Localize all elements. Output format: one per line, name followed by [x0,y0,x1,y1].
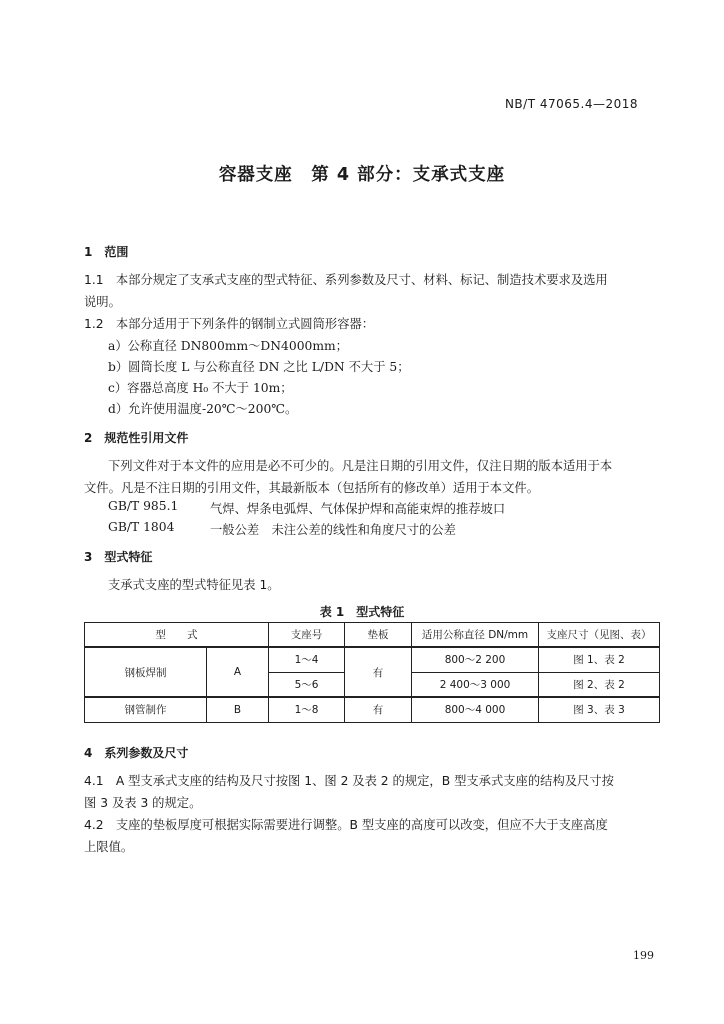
section-3-heading: 3 型式特征 [84,550,153,564]
table-caption: 表 1 型式特征 [319,605,405,619]
type-feature-table [84,622,660,723]
list-item-a: a）公称直径 DN800mm～DN4000mm； [108,339,348,353]
clause-4-1-line-2: 图 3 及表 3 的规定。 [84,796,202,810]
clause-1-2: 1.2 本部分适用于下列条件的钢制立式圆筒形容器： [84,317,375,331]
clause-4-1-line-1: 4.1 A 型支承式支座的结构及尺寸按图 1、图 2 及表 2 的规定，B 型支承式支座的结构及尺寸按 [84,774,614,788]
table-cell: B [207,697,269,722]
table-cell: 有 [345,697,412,722]
table-row [85,697,660,722]
table-cell: A [207,647,269,697]
table-header-row [85,623,660,648]
table-cell: 图 2、表 2 [539,672,660,697]
table-cell: 有 [345,647,412,697]
table-cell: 图 1、表 2 [539,647,660,672]
table-cell: 800～2 200 [412,647,539,672]
section-4-heading: 4 系列参数及尺寸 [84,746,189,760]
table-row [85,647,660,672]
col-header: 适用公称直径 DN/mm [412,623,539,648]
col-header: 垫板 [345,623,412,648]
page-number: 199 [633,949,654,962]
table-cell: 钢管制作 [85,697,207,722]
table-cell: 5～6 [269,672,345,697]
ref-code: GB/T 1804 [108,520,175,534]
table-cell: 钢板焊制 [85,647,207,697]
table-cell: 图 3、表 3 [539,697,660,722]
table-cell: 2 400～3 000 [412,672,539,697]
table-cell: 1～4 [269,647,345,672]
clause-4-2-line-1: 4.2 支座的垫板厚度可根据实际需要进行调整。B 型支座的高度可以改变，但应不大于支座高度 [84,818,608,832]
clause-1-1-line-1: 1.1 本部分规定了支承式支座的型式特征、系列参数及尺寸、材料、标记、制造技术要求及选用 [84,273,608,287]
ref-code: GB/T 985.1 [108,499,179,513]
table-cell: 800～4 000 [412,697,539,722]
col-header: 支座尺寸（见图、表） [539,623,660,648]
col-header: 型 式 [85,623,269,648]
ref-desc: 气焊、焊条电弧焊、气体保护焊和高能束焊的推荐坡口 [210,502,506,516]
refs-intro-line-2: 文件。凡是不注日期的引用文件，其最新版本（包括所有的修改单）适用于本文件。 [84,481,539,495]
clause-1-1-line-2: 说明。 [84,295,121,309]
page-title: 容器支座 第 4 部分：支承式支座 [218,165,506,185]
list-item-c: c）容器总高度 H₀ 不大于 10m； [108,381,293,395]
table-cell: 1～8 [269,697,345,722]
list-item-d: d）允许使用温度-20℃～200℃。 [108,402,298,416]
list-item-b: b）圆筒长度 L 与公称直径 DN 之比 L/DN 不大于 5； [108,360,410,374]
section-1-heading: 1 范围 [84,245,129,259]
clause-4-2-line-2: 上限值。 [84,840,134,854]
section-2-heading: 2 规范性引用文件 [84,431,189,445]
refs-intro-line-1: 下列文件对于本文件的应用是必不可少的。凡是注日期的引用文件，仅注日期的版本适用于本 [108,459,613,473]
section-3-text: 支承式支座的型式特征见表 1。 [108,578,280,592]
col-header: 支座号 [269,623,345,648]
standard-code: NB/T 47065.4—2018 [504,97,638,111]
ref-desc: 一般公差 未注公差的线性和角度尺寸的公差 [210,523,456,537]
